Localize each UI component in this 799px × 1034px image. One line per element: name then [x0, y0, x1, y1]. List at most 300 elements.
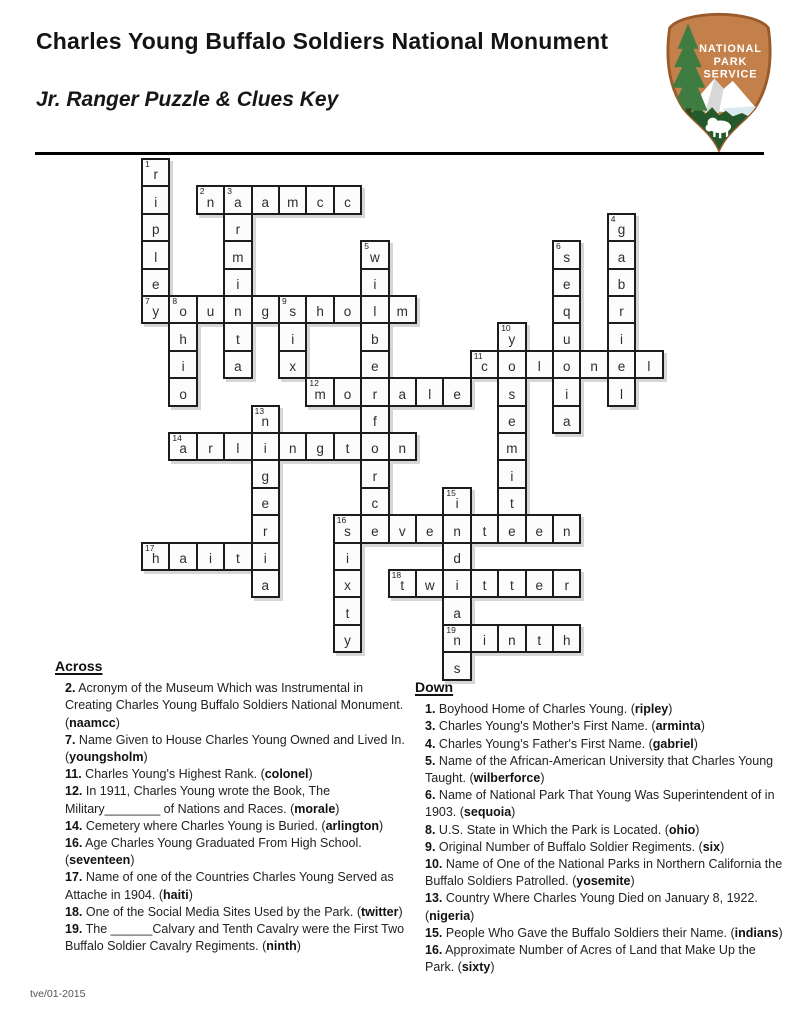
across-clue-11: 11. Charles Young's Highest Rank. (colonel): [65, 767, 313, 782]
clue-answer: arlington: [325, 818, 380, 833]
cell-letter: i: [345, 551, 349, 567]
cell-letter: i: [263, 441, 267, 457]
grid-cell-r7-c17: [607, 350, 636, 379]
cell-letter: v: [398, 523, 406, 539]
cell-letter: o: [179, 386, 187, 402]
grid-cell-r3-c15: [552, 240, 581, 269]
cell-letter: s: [508, 386, 516, 402]
cell-number: 7: [145, 296, 150, 306]
across-clue-16: 16. Age Charles Young Graduated From High School. (seventeen): [65, 836, 362, 868]
grid-cell-r11-c8: [360, 459, 389, 488]
cell-letter: a: [453, 605, 461, 621]
grid-cell-r1-c7: [333, 185, 362, 214]
grid-cell-r6-c5: [278, 322, 307, 351]
cell-letter: t: [345, 605, 350, 621]
cell-letter: g: [316, 441, 324, 457]
cell-number: 10: [501, 323, 511, 334]
cell-letter: i: [236, 277, 240, 293]
cell-letter: t: [236, 551, 240, 567]
grid-cell-r1-c6: [305, 185, 334, 214]
cell-letter: i: [455, 578, 459, 594]
cell-letter: r: [153, 167, 158, 183]
grid-cell-r5-c0: [141, 295, 170, 324]
clue-answer: wilberforce: [473, 771, 541, 786]
cell-letter: n: [261, 414, 270, 430]
cell-letter: n: [453, 633, 461, 649]
cell-letter: m: [314, 386, 326, 402]
grid-cell-r1-c2: [196, 185, 225, 214]
grid-cell-r6-c17: [607, 322, 636, 351]
cell-letter: o: [562, 359, 571, 375]
grid-cell-r3-c0: [141, 240, 170, 269]
grid-cell-r12-c11: [442, 487, 471, 516]
cell-number: 9: [282, 296, 287, 306]
clue-number: 15.: [425, 925, 443, 940]
cell-letter: i: [181, 359, 185, 375]
cell-letter: i: [208, 551, 212, 567]
cell-letter: l: [619, 386, 623, 402]
cell-letter: r: [564, 578, 569, 594]
clue-answer: sequoia: [463, 805, 512, 820]
grid-cell-r3-c3: [223, 240, 252, 269]
cell-number: 17: [145, 542, 155, 553]
grid-cell-r5-c4: [251, 295, 280, 324]
grid-cell-r17-c12: [470, 624, 499, 653]
clue-answer: youngsholm: [69, 750, 144, 765]
cell-letter: r: [235, 222, 241, 238]
document-code: tve/01-2015: [30, 988, 86, 1000]
grid-cell-r7-c18: [634, 350, 663, 379]
cell-letter: a: [398, 386, 407, 402]
cell-letter: c: [344, 194, 351, 210]
grid-cell-r0-c0: [141, 158, 170, 187]
cell-letter: n: [562, 523, 571, 539]
grid-cell-r2-c3: [223, 213, 252, 242]
grid-cell-r15-c12: [470, 569, 499, 598]
grid-cell-r14-c4: [251, 542, 280, 571]
cell-number: 1: [145, 159, 150, 169]
cell-number: 2: [199, 186, 205, 197]
cell-letter: t: [482, 523, 487, 539]
cell-letter: e: [371, 523, 379, 539]
clue-answer: arminta: [655, 719, 701, 734]
across-clue-7: 7. Name Given to House Charles Young Owned and Lived In. (youngsholm): [65, 732, 405, 765]
down-clue-16: 16. Approximate Number of Acres of Land that Make Up the Park. (sixty): [425, 943, 756, 975]
cell-letter: p: [151, 222, 160, 238]
cell-letter: t: [345, 441, 350, 457]
down-clue-list: [415, 701, 783, 976]
cell-letter: e: [425, 523, 434, 539]
grid-cell-r3-c8: [360, 240, 389, 269]
grid-cell-r4-c3: [223, 268, 252, 297]
grid-cell-r6-c8: [360, 322, 389, 351]
down-clue-4: 4. Charles Young's Father's First Name. (gabriel): [425, 736, 698, 751]
cell-letter: c: [481, 359, 488, 375]
logo-line-2: PARK: [713, 55, 748, 68]
grid-cell-r7-c5: [278, 350, 307, 379]
cell-letter: x: [344, 578, 351, 594]
grid-cell-r8-c9: [388, 377, 417, 406]
clue-answer: ripley: [634, 702, 669, 717]
down-clue-8: 8. U.S. State in Which the Park is Located. (ohio): [425, 822, 700, 837]
cell-letter: e: [151, 277, 160, 293]
grid-cell-r10-c9: [388, 432, 417, 461]
grid-cell-r8-c11: [442, 377, 471, 406]
cell-letter: x: [289, 359, 297, 375]
cell-letter: c: [371, 496, 379, 512]
down-clue-6: 6. Name of National Park That Young Was Superintendent of in 1903. (sequoia): [425, 788, 775, 820]
down-clue-15: 15. People Who Gave the Buffalo Soldiers their Name. (indians): [425, 925, 783, 940]
grid-cell-r13-c13: [497, 514, 526, 543]
cell-letter: i: [373, 277, 377, 293]
grid-cell-r5-c5: [278, 295, 307, 324]
grid-cell-r12-c4: [251, 487, 280, 516]
grid-cell-r10-c5: [278, 432, 307, 461]
cell-letter: g: [617, 222, 626, 238]
clue-number: 9.: [425, 839, 436, 854]
grid-cell-r2-c17: [607, 213, 636, 242]
cell-letter: e: [535, 578, 544, 594]
across-clue-list: [55, 680, 407, 955]
grid-cell-r5-c15: [552, 295, 581, 324]
clue-number: 1.: [425, 702, 436, 717]
down-clue-13: 13. Country Where Charles Young Died on January 8, 1922. (nigeria): [425, 891, 758, 923]
cell-letter: s: [563, 249, 571, 265]
clue-number: 16.: [65, 836, 83, 851]
cell-letter: e: [508, 523, 516, 539]
grid-cell-r8-c7: [333, 377, 362, 406]
grid-cell-r1-c0: [141, 185, 170, 214]
cell-letter: t: [510, 578, 514, 594]
clue-answer: ohio: [668, 822, 696, 837]
clue-number: 6.: [425, 788, 436, 803]
cell-number: 16: [336, 515, 347, 526]
clue-number: 4.: [425, 736, 436, 751]
cell-letter: e: [617, 359, 626, 375]
cell-letter: m: [232, 249, 244, 265]
grid-cell-r1-c4: [251, 185, 280, 214]
cell-letter: e: [535, 523, 544, 539]
grid-cell-r4-c8: [360, 268, 389, 297]
cell-number: 18: [391, 570, 402, 580]
clue-answer: twitter: [361, 904, 399, 919]
grid-cell-r13-c14: [525, 514, 554, 543]
grid-cell-r15-c14: [525, 569, 554, 598]
cell-number: 12: [309, 378, 319, 389]
cell-letter: r: [372, 386, 378, 402]
grid-cell-r13-c11: [442, 514, 471, 543]
cell-letter: n: [206, 194, 215, 210]
grid-cell-r10-c3: [223, 432, 252, 461]
grid-cell-r10-c2: [196, 432, 225, 461]
cell-letter: i: [510, 468, 514, 484]
header-divider: [35, 152, 764, 155]
cell-letter: s: [453, 660, 461, 676]
grid-cell-r15-c4: [251, 569, 280, 598]
grid-cell-r8-c8: [360, 377, 389, 406]
grid-cell-r9-c13: [497, 405, 526, 434]
grid-cell-r15-c10: [415, 569, 444, 598]
across-clue-12: 12. In 1911, Charles Young wrote the Book, The Military________ of Nations and Races. (morale): [65, 784, 340, 816]
cell-letter: i: [482, 633, 486, 649]
grid-cell-r14-c11: [442, 542, 471, 571]
cell-number: 8: [172, 296, 178, 306]
grid-cell-r13-c15: [552, 514, 581, 543]
cell-letter: h: [562, 633, 571, 649]
clue-answer: gabriel: [652, 736, 694, 751]
cell-letter: m: [506, 441, 518, 457]
grid-cell-r5-c7: [333, 295, 362, 324]
cell-letter: s: [344, 523, 351, 539]
cell-letter: f: [373, 414, 377, 430]
cell-letter: r: [263, 523, 268, 539]
grid-cell-r5-c1: [168, 295, 197, 324]
cell-letter: a: [617, 249, 626, 265]
cell-letter: y: [508, 331, 516, 347]
grid-cell-r12-c8: [360, 487, 389, 516]
across-clue-14: 14. Cemetery where Charles Young is Buried. (arlington): [65, 818, 384, 833]
cell-number: 11: [473, 350, 483, 361]
cell-letter: l: [373, 304, 377, 320]
cell-number: 6: [556, 241, 561, 252]
cell-letter: n: [508, 633, 516, 649]
cell-letter: e: [562, 277, 571, 293]
grid-cell-r1-c5: [278, 185, 307, 214]
grid-cell-r14-c2: [196, 542, 225, 571]
cell-letter: t: [482, 578, 487, 594]
clue-number: 18.: [65, 904, 83, 919]
page-title: Charles Young Buffalo Soldiers National Monument: [36, 28, 609, 54]
clue-answer: nigeria: [429, 908, 471, 923]
cell-letter: a: [261, 194, 270, 210]
down-heading: Down: [415, 679, 454, 695]
cell-letter: e: [261, 496, 270, 512]
grid-cell-r7-c1: [168, 350, 197, 379]
clue-answer: yosemite: [576, 874, 631, 889]
grid-cell-r1-c3: [223, 185, 252, 214]
logo-line-3: SERVICE: [703, 68, 758, 81]
grid-cell-r2-c0: [141, 213, 170, 242]
grid-cell-r6-c15: [552, 322, 581, 351]
clue-number: 13.: [425, 891, 443, 906]
grid-cell-r14-c7: [333, 542, 362, 571]
grid-cell-r8-c1: [168, 377, 197, 406]
clue-number: 2.: [65, 681, 76, 696]
cell-letter: y: [344, 633, 351, 649]
grid-cell-r9-c4: [251, 405, 280, 434]
cell-letter: o: [371, 441, 379, 457]
cell-letter: g: [261, 468, 270, 484]
clue-number: 7.: [65, 732, 76, 747]
grid-cell-r7-c3: [223, 350, 252, 379]
cell-letter: y: [152, 304, 160, 320]
grid-cell-r4-c17: [607, 268, 636, 297]
clue-number: 11.: [65, 767, 82, 782]
cell-letter: b: [617, 277, 626, 293]
cell-letter: n: [398, 441, 407, 457]
cell-letter: l: [647, 359, 651, 375]
cell-letter: d: [453, 551, 461, 567]
cell-letter: r: [372, 468, 378, 484]
cell-letter: i: [263, 551, 267, 567]
cell-letter: r: [619, 304, 624, 320]
grid-cell-r6-c13: [497, 322, 526, 351]
grid-cell-r7-c12: [470, 350, 499, 379]
grid-cell-r13-c4: [251, 514, 280, 543]
clue-number: 3.: [425, 719, 436, 734]
grid-cell-r6-c1: [168, 322, 197, 351]
grid-cell-r5-c17: [607, 295, 636, 324]
clue-number: 10.: [425, 857, 443, 872]
grid-cell-r13-c10: [415, 514, 444, 543]
cell-number: 19: [446, 624, 456, 635]
grid-cell-r9-c15: [552, 405, 581, 434]
logo-line-1: NATIONAL: [699, 43, 762, 56]
cell-letter: a: [261, 578, 270, 594]
cell-letter: c: [316, 194, 324, 210]
grid-cell-r13-c9: [388, 514, 417, 543]
grid-cell-r17-c13: [497, 624, 526, 653]
grid-cell-r3-c17: [607, 240, 636, 269]
cell-letter: l: [428, 386, 432, 402]
grid-cell-r10-c1: [168, 432, 197, 461]
across-clue-18: 18. One of the Social Media Sites Used by the Park. (twitter): [65, 904, 403, 919]
cell-letter: t: [510, 496, 514, 512]
clue-number: 14.: [65, 818, 83, 833]
clue-answer: six: [702, 839, 721, 854]
cell-letter: r: [208, 441, 213, 457]
clue-answer: sixty: [461, 960, 491, 975]
grid-cell-r4-c0: [141, 268, 170, 297]
page-subtitle: Jr. Ranger Puzzle & Clues Key: [36, 88, 339, 111]
cell-letter: a: [234, 359, 242, 375]
grid-cell-r15-c15: [552, 569, 581, 598]
clue-number: 8.: [425, 822, 436, 837]
across-heading: Across: [55, 658, 103, 674]
grid-cell-r11-c4: [251, 459, 280, 488]
cell-letter: o: [343, 304, 352, 320]
grid-cell-r7-c13: [497, 350, 526, 379]
grid-cell-r13-c8: [360, 514, 389, 543]
cell-number: 13: [254, 405, 265, 416]
clue-number: 5.: [425, 753, 436, 768]
cell-letter: n: [234, 304, 242, 320]
down-clue-1: 1. Boyhood Home of Charles Young. (ripley): [425, 702, 673, 717]
clue-answer: indians: [734, 925, 779, 940]
clue-number: 19.: [65, 922, 83, 937]
down-clue-5: 5. Name of the African-American University that Charles Young Taught. (wilberforce): [425, 753, 774, 786]
cell-letter: i: [619, 331, 623, 347]
cell-letter: m: [287, 194, 299, 210]
grid-cell-r8-c13: [497, 377, 526, 406]
crossword-grid: [141, 158, 799, 688]
grid-cell-r8-c17: [607, 377, 636, 406]
cell-letter: n: [590, 359, 598, 375]
across-clue-2: 2. Acronym of the Museum Which was Instrumental in Creating Charles Young Buffalo Soldiers National Monument. (naamcc): [65, 681, 404, 730]
cell-number: 3: [227, 186, 232, 197]
clue-number: 17.: [65, 870, 83, 885]
cell-letter: e: [371, 359, 379, 375]
cell-letter: o: [179, 304, 187, 320]
grid-cell-r15-c11: [442, 569, 471, 598]
grid-cell-r13-c7: [333, 514, 362, 543]
clue-number: 16.: [425, 943, 443, 958]
grid-cell-r12-c13: [497, 487, 526, 516]
cell-letter: e: [453, 386, 461, 402]
clue-number: 12.: [65, 784, 83, 799]
cell-letter: s: [289, 304, 297, 320]
across-clue-17: 17. Name of one of the Countries Charles Young Served as Attache in 1904. (haiti): [65, 870, 394, 902]
cell-letter: w: [370, 249, 380, 265]
grid-cell-r7-c14: [525, 350, 554, 379]
grid-cell-r17-c15: [552, 624, 581, 653]
cell-number: 4: [610, 213, 616, 224]
grid-cell-r5-c9: [388, 295, 417, 324]
down-clue-3: 3. Charles Young's Mother's First Name. (arminta): [425, 719, 705, 734]
grid-cell-r7-c8: [360, 350, 389, 379]
cell-number: 15: [446, 487, 456, 498]
grid-cell-r15-c7: [333, 569, 362, 598]
cell-letter: i: [154, 194, 158, 210]
clue-answer: seventeen: [69, 853, 131, 868]
cell-letter: g: [261, 304, 270, 320]
grid-cell-r17-c11: [442, 624, 471, 653]
grid-cell-r9-c8: [360, 405, 389, 434]
down-clue-10: 10. Name of One of the National Parks in Northern California the Buffalo Soldiers Patrolled. (yosemite): [425, 857, 783, 889]
cell-letter: u: [206, 304, 215, 320]
cell-number: 14: [172, 433, 182, 443]
cell-letter: i: [455, 496, 459, 512]
clue-answer: haiti: [162, 887, 189, 902]
grid-cell-r7-c15: [552, 350, 581, 379]
cell-letter: i: [291, 331, 295, 347]
nps-arrowhead-logo: [660, 12, 778, 152]
grid-cell-r15-c9: [388, 569, 417, 598]
cell-letter: t: [400, 578, 405, 594]
grid-cell-r10-c7: [333, 432, 362, 461]
grid-cell-r10-c4: [251, 432, 280, 461]
cell-letter: a: [179, 441, 187, 457]
grid-cell-r14-c1: [168, 542, 197, 571]
cell-letter: q: [562, 304, 571, 320]
clue-answer: naamcc: [69, 715, 116, 730]
cell-letter: l: [236, 441, 240, 457]
cell-letter: a: [562, 414, 571, 430]
grid-cell-r10-c13: [497, 432, 526, 461]
across-section: [55, 658, 407, 955]
cell-letter: h: [179, 331, 187, 347]
cell-letter: w: [424, 578, 435, 594]
grid-cell-r5-c8: [360, 295, 389, 324]
clue-answer: colonel: [264, 767, 309, 782]
grid-cell-r7-c16: [579, 350, 608, 379]
grid-cell-r11-c13: [497, 459, 526, 488]
down-clue-9: 9. Original Number of Buffalo Soldier Regiments. (six): [425, 839, 725, 854]
grid-cell-r13-c12: [470, 514, 499, 543]
grid-cell-r16-c11: [442, 596, 471, 625]
grid-cell-r8-c10: [415, 377, 444, 406]
grid-cell-r14-c3: [223, 542, 252, 571]
down-section: [415, 679, 783, 976]
grid-cell-r18-c11: [442, 651, 471, 680]
clue-answer: morale: [294, 801, 336, 816]
cell-letter: o: [343, 386, 352, 402]
cell-letter: a: [179, 551, 187, 567]
cell-letter: n: [453, 523, 461, 539]
grid-cell-r15-c13: [497, 569, 526, 598]
grid-cell-r4-c15: [552, 268, 581, 297]
grid-cell-r10-c6: [305, 432, 334, 461]
